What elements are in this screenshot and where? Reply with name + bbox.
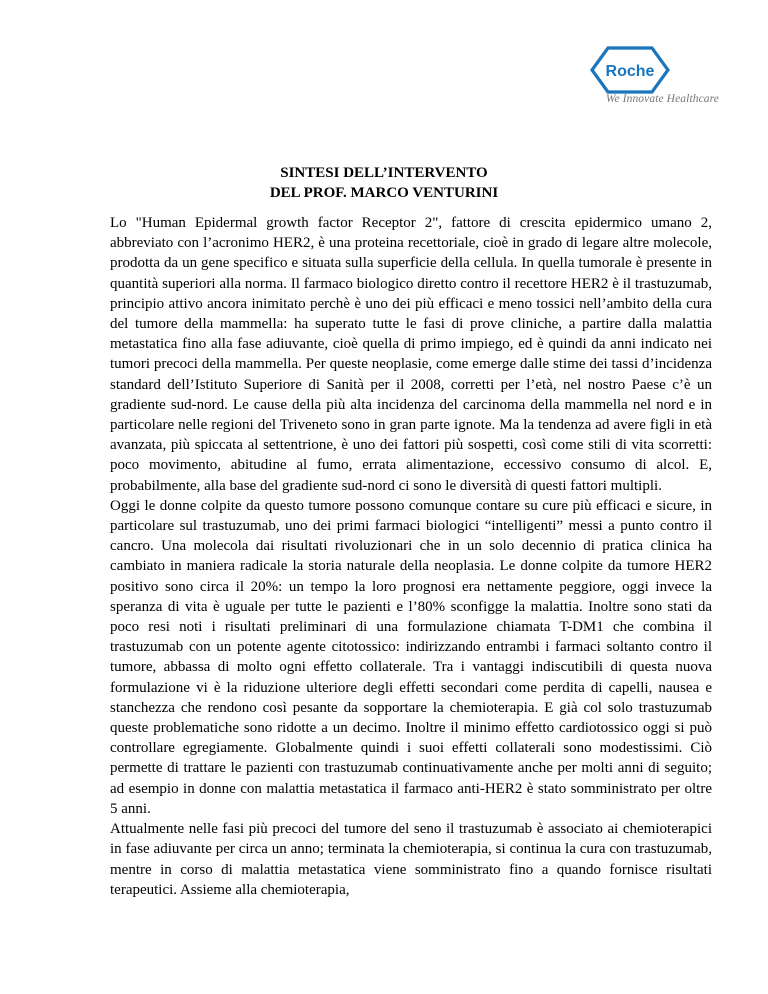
title-line-1: SINTESI DELL’INTERVENTO — [280, 165, 488, 181]
logo-text: Roche — [605, 63, 655, 80]
roche-logo — [578, 45, 682, 95]
document-title — [0, 163, 768, 203]
document-body — [110, 213, 712, 900]
tagline: We Innovate Healthcare — [605, 93, 719, 105]
paragraph-2: Oggi le donne colpite da questo tumore possono comunque contare su cure più efficaci e sicure, in particolare sul trastuzumab, uno dei primi farmaci biologici “intelligenti” messi a punto contro il cancro. Una molecola dai risultati rivoluzionari che in un solo decennio di pratica clinica ha cambiato in maniera radicale la storia naturale della neoplasia. Le donne colpite da tumore HER2 positivo sono circa il 20%: un tempo la loro prognosi era nettamente peggiore, oggi invece la speranza di vita è uguale per tutte le pazienti e l’80% sconfigge la malattia. Inoltre sono stati da poco resi noti i risultati preliminari di una formulazione chiamata T-DM1 che combina il trastuzumab con un potente agente citotossico: indirizzando entrambi i farmaci soltanto contro il tumore, abbassa di molto ogni effetto collaterale. Tra i vantaggi indiscutibili di questa nuova formulazione vi è la riduzione ulteriore degli effetti secondari come perdita di capelli, nausea e stanchezza che rendono così pesante da sopportare la chemioterapia. E già col solo trastuzumab queste problematiche sono ridotte a un decimo. Inoltre il minimo effetto cardiotossico oggi si può controllare egregiamente. Globalmente quindi i suoi effetti collaterali sono modestissimi. Ciò permette di trattare le pazienti con trastuzumab continuativamente anche per molti anni di seguito; ad esempio in donne con malattia metastatica il farmaco anti-HER2 è stato somministrato per oltre 5 anni. — [110, 497, 712, 817]
paragraph-1: Lo "Human Epidermal growth factor Receptor 2", fattore di crescita epidermico umano 2, abbreviato con l’acronimo HER2, è una proteina recettoriale, cioè in grado di legare altre molecole, prodotta da un gene specifico e situata sulla superficie della cellula. In quella tumorale è presente in quantità superiori alla norma. Il farmaco biologico diretto contro il recettore HER2 è il trastuzumab, principio attivo ancora inimitato perchè è uno dei più efficaci e meno tossici nell’ambito della cura del tumore della mammella: ha superato tutte le fasi di prove cliniche, a partire dalla malattia metastatica fino alla fase adiuvante, cioè quella di primo impiego, ed è quindi da anni indicato nei tumori precoci della mammella. Per queste neoplasie, come emerge dalle stime dei tassi d’incidenza standard dell’Istituto Superiore di Sanità per il 2008, corretti per l’età, nel nostro Paese c’è un gradiente sud-nord. Le cause della più alta incidenza del carcinoma della mammella nel nord e in particolare nelle regioni del Triveneto sono in gran parte ignote. Ma la tendenza ad avere figli in età avanzata, più spiccata al settentrione, è uno dei fattori più sospetti, così come stili di vita scorretti: poco movimento, abitudine al fumo, errata alimentazione, eccessivo consumo di alcol. E, probabilmente, alla base del gradiente sud-nord ci sono le diversità di questi fattori multipli. — [110, 215, 712, 494]
paragraph-3: Attualmente nelle fasi più precoci del tumore del seno il trastuzumab è associato ai chemioterapici in fase adiuvante per circa un anno; terminata la chemioterapia, si continua la cura con trastuzumab, mentre in corso di malattia metastatica viene somministrato fino a quando fornisce risultati terapeutici. Assieme alla chemioterapia, — [110, 821, 712, 898]
title-line-2: DEL PROF. MARCO VENTURINI — [269, 185, 499, 201]
